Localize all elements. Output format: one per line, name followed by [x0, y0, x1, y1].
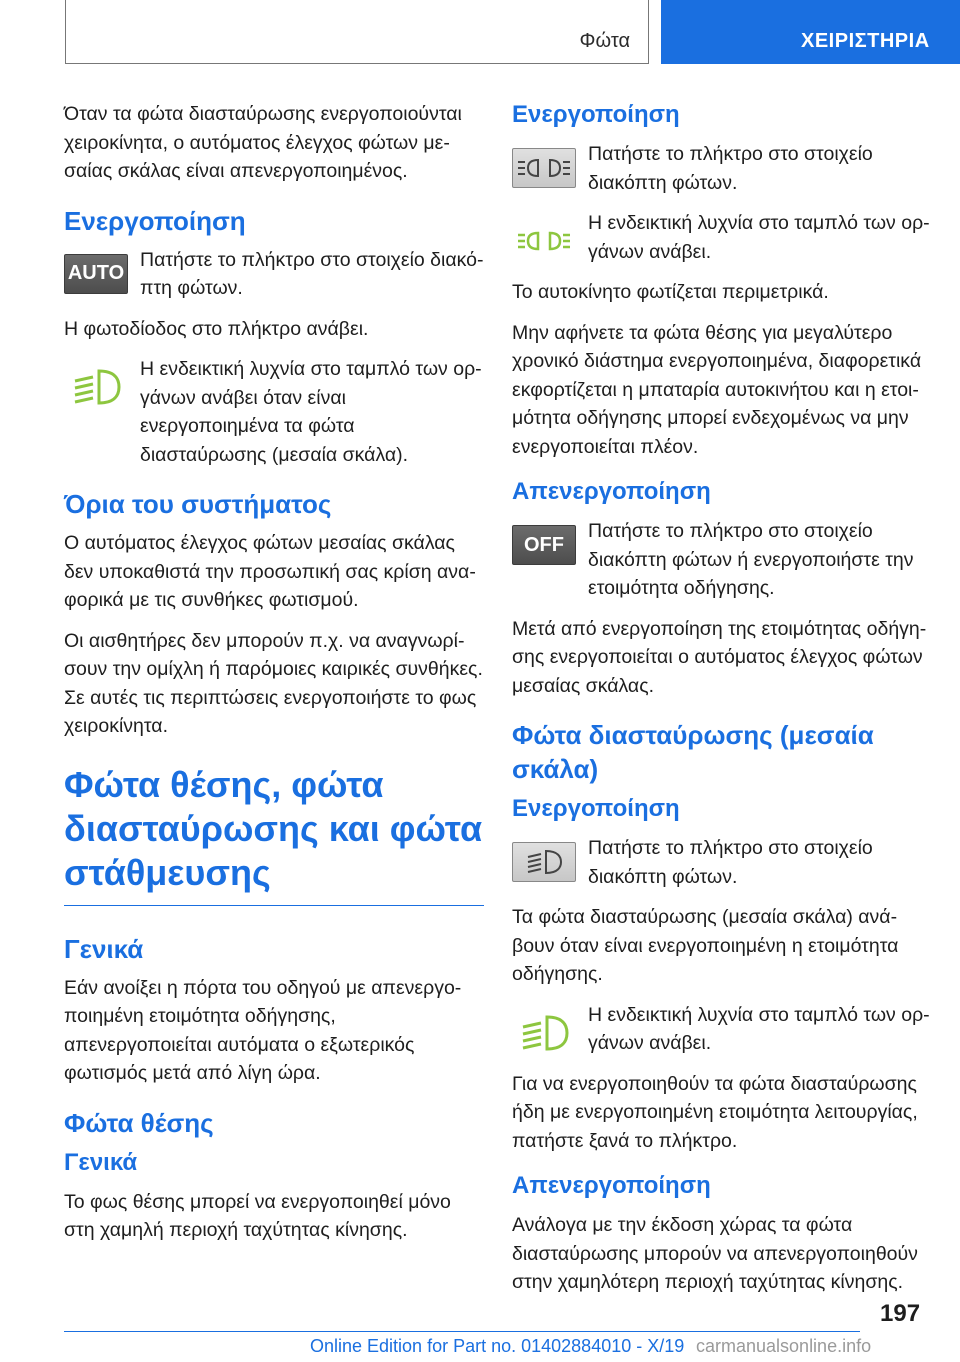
limits-paragraph-1: Ο αυτόματος έλεγχος φώτων μεσαίας σκάλας δεν υποκαθιστά την προσωπική σας κρίση αναφορικά με τις συνθήκες φωτισμού. [64, 532, 476, 611]
limits-paragraph-2: Οι αισθητήρες δεν μπορούν π.χ. να αναγνωρίσουν την ομίχλη ή παρόμοιες καιρικές συνθήκες. Σε αυτές τις περιπτώσεις ενεργοποιήστε το φως χειροκίνητα. [64, 629, 483, 737]
low-beam-deactivation-text: Ανάλογα με την έκδοση χώρας τα φώτα διασταύρωσης μπορούν να απενεργοποιηθούν στην χαμηλότερη περιοχή ταχύτητας κίνησης. [512, 1214, 918, 1293]
led-text: Η φωτοδίοδος στο πλήκτρο ανάβει. [64, 317, 369, 340]
parking-indicator-row [512, 209, 930, 266]
parking-light-button-graphic [512, 148, 576, 188]
parking-indicator-text: Η ενδεικτική λυχνία στο ταμπλό των οργάνων ανάβει. [588, 212, 930, 263]
low-beam-indicator-icon [64, 363, 128, 411]
indicator-row [64, 355, 484, 469]
low-beam-indicator-icon-2 [512, 1009, 576, 1057]
low-beam-activation-heading: Ενεργοποίηση [512, 795, 680, 822]
activation-heading: Ενεργοποίηση [64, 205, 246, 236]
main-section-heading: Φώτα θέσης, φώτα διασταύρωσης και φώτα στάθμευσης [64, 763, 484, 906]
parking-button-row [512, 140, 930, 197]
parking-button-text: Πατήστε το πλήκτρο στο στοιχείο διακόπτη φώτων. [588, 143, 873, 194]
left-column [64, 100, 484, 1257]
low-beam-button-row [512, 834, 930, 891]
low-beam-button-text: Πατήστε το πλήκτρο στο στοιχείο διακόπτη φώτων. [588, 837, 873, 888]
position-lights-heading: Φώτα θέσης [64, 1107, 214, 1138]
system-limits-heading: Όρια του συστήματος [64, 489, 332, 519]
position-lights-general-subheading: Γενικά [64, 1148, 138, 1176]
header-section-title: Φώτα [579, 30, 630, 52]
low-beam-button-graphic [512, 842, 576, 882]
low-beam-paragraph-1: Τα φώτα διασταύρωσης (μεσαία σκάλα) ανάβουν όταν είναι ενεργοποιημένη η ετοιμότητα οδήγησης. [512, 906, 899, 985]
auto-button-icon [64, 254, 128, 294]
general-paragraph: Εάν ανοίξει η πόρτα του οδηγού με απενεργοποιημένη ετοιμότητα οδήγησης, απενεργοποιείται αυτόματα ο εξωτερικός φωτισμός μετά από λίγη ώρα. [64, 976, 462, 1084]
footer-edition: Online Edition for Part no. 01402884010 - X/19 [310, 1336, 685, 1356]
position-activation-heading: Ενεργοποίηση [512, 101, 680, 128]
header-frame [65, 0, 649, 64]
deactivation-paragraph: Μετά από ενεργοποίηση της ετοιμότητας οδήγησης ενεργοποιείται ο αυτόματος έλεγχος φώτων μεσαίας σκάλας. [512, 617, 927, 697]
page-number: 197 [880, 1300, 921, 1327]
off-button-graphic: OFF [512, 525, 576, 565]
header-chapter-tab: ΧΕΙΡΙΣΤΗΡΙΑ [661, 0, 960, 64]
position-deactivation-heading: Απενεργοποίηση [512, 478, 711, 505]
low-beam-deactivation-heading: Απενεργοποίηση [512, 1172, 711, 1199]
general-heading: Γενικά [64, 933, 144, 964]
low-beam-heading: Φώτα διασταύρωσης (μεσαία σκάλα) [512, 720, 874, 784]
footer-divider [64, 1331, 860, 1332]
indicator-text: Η ενδεικτική λυχνία στο ταμπλό των οργάνων ανάβει όταν είναι ενεργοποιημένα τα φώτα διασταύρωσης (μεσαία σκάλα). [140, 358, 482, 466]
parking-light-button-icon [512, 148, 576, 188]
low-beam-indicator-text: Η ενδεικτική λυχνία στο ταμπλό των οργάνων ανάβει. [588, 1003, 930, 1054]
low-beam-paragraph-2: Για να ενεργοποιηθούν τα φώτα διασταύρωσης ήδη με ενεργοποιημένη ετοιμότητα λειτουργίας, πατήστε ξανά το πλήκτρο. [512, 1072, 918, 1152]
position-paragraph-2: Μην αφήνετε τα φώτα θέσης για μεγαλύτερο χρονικό διάστημα ενεργοποιημένα, διαφορετικά εκφορτίζεται η μπαταρία αυτοκινήτου και η ετοιμότητα οδήγησης μπορεί ενδεχομένως να μην ενεργοποιείται πλέον. [512, 321, 922, 458]
low-beam-indicator-row [512, 1001, 930, 1058]
right-column [512, 100, 930, 1309]
intro-paragraph: Όταν τα φώτα διασταύρωσης ενεργοποιούνται χειροκίνητα, ο αυτόματος έλεγχος φώτων μεσαίας σκάλας είναι απενεργοποιημένος. [64, 103, 462, 182]
auto-button-text: Πατήστε το πλήκτρο στο στοιχείο διακόπτη φώτων. [140, 248, 484, 299]
auto-button-row [64, 246, 484, 303]
low-beam-button-icon [512, 842, 576, 882]
off-button-icon [512, 525, 576, 565]
watermark-text: carmanualsonline.info [696, 1336, 872, 1356]
position-lights-paragraph: Το φως θέσης μπορεί να ενεργοποιηθεί μόνο στη χαμηλή περιοχή ταχύτητας κίνησης. [64, 1190, 451, 1241]
position-paragraph-1: Το αυτοκίνητο φωτίζεται περιμετρικά. [512, 281, 829, 303]
off-button-text: Πατήστε το πλήκτρο στο στοιχείο διακόπτη φώτων ή ενεργοποιήστε την ετοιμότητα οδήγησης. [588, 520, 914, 599]
parking-light-indicator-icon [512, 217, 576, 265]
auto-button-graphic: AUTO [64, 254, 128, 294]
off-button-row [512, 517, 930, 603]
